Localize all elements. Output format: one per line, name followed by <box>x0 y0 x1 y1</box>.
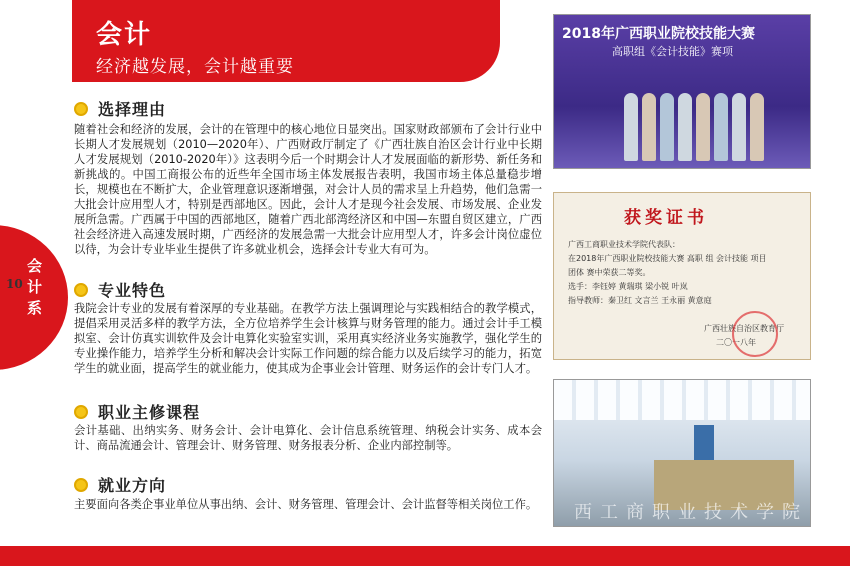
person-figure <box>714 93 728 161</box>
competition-banner-title: 2018年广西职业院校技能大赛 <box>562 26 755 42</box>
ceiling-lights <box>554 380 810 420</box>
section-title: 就业方向 <box>98 476 167 495</box>
section-heading-features <box>74 278 166 301</box>
award-certificate <box>553 192 811 360</box>
section-title: 专业特色 <box>98 281 167 300</box>
watermark-text: 西工商职业技术学院 <box>574 502 808 523</box>
certificate-line: 选手：李钰婷 黄瑞琪 梁小锐 叶岚 <box>568 282 688 291</box>
training-lab-photo <box>553 379 811 527</box>
competition-banner-subtitle: 高职组《会计技能》赛项 <box>612 45 733 58</box>
section-heading-career <box>74 473 166 496</box>
certificate-line: 指导教师：秦卫红 文言兰 王永丽 黄意庭 <box>568 296 712 305</box>
team-group <box>624 93 764 161</box>
section-body-reason: 随着社会和经济的发展，会计的在管理中的核心地位日显突出。国家财政部颁布了会计行业中长期人才发展规划（2010—2020年）、广西财政厅制定了《广西壮族自治区会计行业中长期人才发展规划（2010-2020年）》这表明今后一个时期会计人才发展面临的新形势、新任务和新挑战的。中国工商报公布的近些年全国市场主体发展报告表明，我国市场主体总量稳步增长，规模也在不断扩大，企业管理意识逐渐增强，对会计人员的需求呈上升趋势，他们急需一大批会计应用型人才，特别是西部地区。因此，会计人才是现今社会发展、市场发展、企业发展所急需。广西属于中国的西部地区，随着广西北部湾经济区和中国—东盟自贸区建立，广西社会经济进入高速发展时期，广西经济的发展急需一大批会计应用型人才，许多会计岗位虚位以待，为会计专业毕业生提供了许多就业机会，选择会计专业大有可为。 <box>74 123 542 256</box>
certificate-issuer: 广西壮族自治区教育厅 <box>704 324 784 333</box>
certificate-title: 获奖证书 <box>624 208 708 228</box>
person-figure <box>624 93 638 161</box>
certificate-line: 在2018年广西职业院校技能大赛 高职 组 会计技能 项目 <box>568 254 767 263</box>
certificate-line: 广西工商职业技术学院代表队： <box>568 240 680 249</box>
person-figure <box>660 93 674 161</box>
section-body-career: 主要面向各类企事业单位从事出纳、会计、财务管理、管理会计、会计监督等相关岗位工作。 <box>74 498 538 511</box>
bullet-icon <box>74 283 88 297</box>
page-subtitle: 经济越发展，会计越重要 <box>96 57 294 77</box>
bullet-icon <box>74 478 88 492</box>
footer-bar <box>0 546 850 566</box>
side-tab-label: 会计系 <box>25 258 43 321</box>
person-figure <box>750 93 764 161</box>
certificate-line: 团体 赛中荣获二等奖。 <box>568 268 651 277</box>
person-figure <box>732 93 746 161</box>
bullet-icon <box>74 405 88 419</box>
bullet-icon <box>74 102 88 116</box>
section-body-courses: 会计基础、出纳实务、财务会计、会计电算化、会计信息系统管理、纳税会计实务、成本会计、商品流通会计、管理会计、财务管理、财务报表分析、企业内部控制等。 <box>74 424 542 452</box>
person-figure <box>696 93 710 161</box>
section-heading-courses <box>74 400 200 423</box>
page-title: 会计 <box>96 20 153 50</box>
section-title: 选择理由 <box>98 100 167 119</box>
section-body-features: 我院会计专业的发展有着深厚的专业基础。在教学方法上强调理论与实践相结合的教学模式，提倡采用灵活多样的教学方法，全方位培养学生会计核算与财务管理的能力。通过会计手工模拟室、会计仿真实训软件及会计电算化实验室实训，采用真实经济业务实施教学，强化学生的专业操作能力，培养学生分析和解决会计实际工作问题的综合能力以及后续学习的能力，拓宽学生的就业面，提高学生的就业能力，使其成为企事业会计管理、财务运作的会计专门人才。 <box>74 302 542 375</box>
section-title: 职业主修课程 <box>98 403 201 422</box>
page-number: 10 <box>6 277 23 291</box>
section-heading-reason <box>74 97 166 120</box>
person-figure <box>642 93 656 161</box>
seal-icon <box>732 311 778 357</box>
competition-photo <box>553 14 811 169</box>
person-figure <box>678 93 692 161</box>
certificate-date: 二〇一八年 <box>716 338 756 347</box>
